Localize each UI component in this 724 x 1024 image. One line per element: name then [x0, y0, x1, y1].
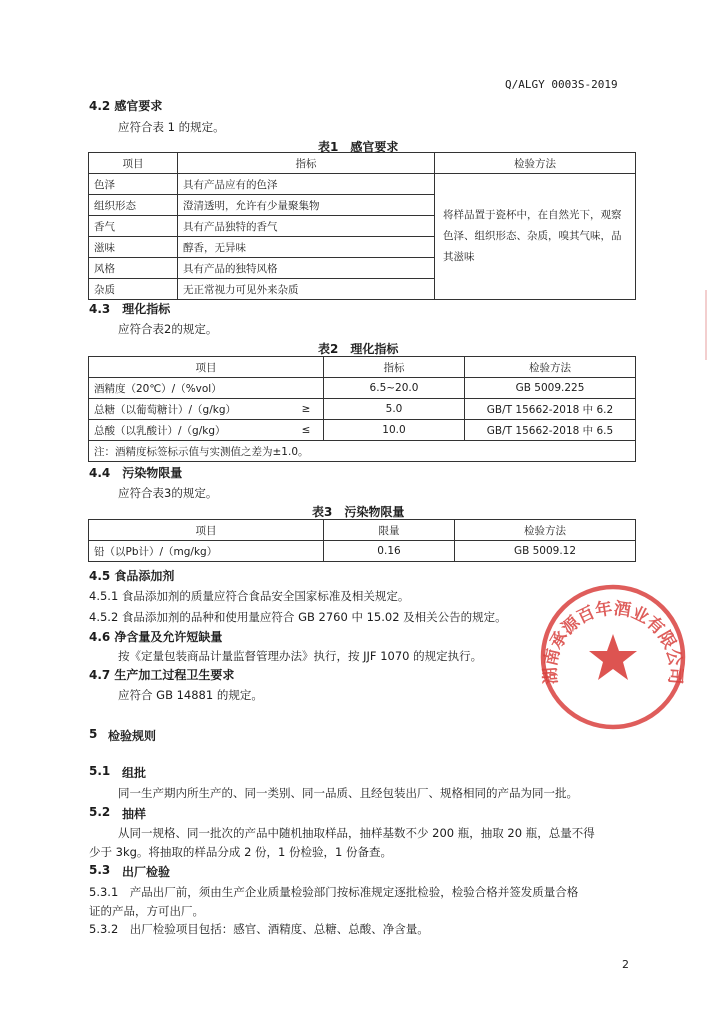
- table3-cell: 0.16: [324, 541, 455, 562]
- section-5-3-title: 出厂检验: [122, 865, 171, 879]
- table3-header-method: 检验方法: [455, 520, 636, 541]
- section-4-5-heading: 4.5 食品添加剂: [89, 569, 175, 583]
- table2-cell: ≥: [289, 399, 324, 420]
- table1: [88, 152, 636, 300]
- table2: [88, 356, 636, 462]
- table1-header-item: 项目: [89, 153, 178, 174]
- table2-header-method: 检验方法: [465, 357, 636, 378]
- section-4-6-text: 按《定量包装商品计量监督管理办法》执行，按 JJF 1070 的规定执行。: [118, 649, 483, 663]
- section-4-7-text: 应符合 GB 14881 的规定。: [118, 688, 263, 702]
- table2-cell: ≤: [289, 420, 324, 441]
- table2-cell: 6.5~20.0: [324, 378, 465, 399]
- company-seal-stamp: [538, 582, 688, 732]
- table2-cell: 总糖（以葡萄糖计）/（g/kg）: [89, 399, 290, 420]
- table1-cell: 风格: [89, 258, 178, 279]
- table2-note: 注：酒精度标签标示值与实测值之差为±1.0。: [89, 441, 636, 462]
- table2-cell: [289, 378, 324, 399]
- table2-cell: GB 5009.225: [465, 378, 636, 399]
- section-5-2-line1: 从同一规格、同一批次的产品中随机抽取样品，抽样基数不少 200 瓶，抽取 20 瓶，总量不得: [118, 826, 595, 840]
- table1-cell: 澄清透明，允许有少量聚集物: [178, 195, 435, 216]
- page-number: 2: [622, 958, 629, 971]
- table2-header-item: 项目: [89, 357, 324, 378]
- seal-text: 湖南承源百年酒业有限公司: [540, 598, 686, 685]
- table2-cell: 10.0: [324, 420, 465, 441]
- table1-cell: 具有产品应有的色泽: [178, 174, 435, 195]
- seal-star-icon: [589, 634, 637, 680]
- table3-cell: GB 5009.12: [455, 541, 636, 562]
- table2-header-indicator: 指标: [324, 357, 465, 378]
- section-5-1-title: 组批: [122, 766, 147, 780]
- table1-cell: 色泽: [89, 174, 178, 195]
- section-5-2-number: 5.2: [89, 805, 111, 819]
- section-5-1-number: 5.1: [89, 764, 111, 778]
- table2-cell: GB/T 15662-2018 中 6.2: [465, 399, 636, 420]
- table1-cell: 醇香，无异味: [178, 237, 435, 258]
- section-5-title: 检验规则: [108, 729, 157, 743]
- section-4-2-heading: 4.2 感官要求: [89, 99, 163, 113]
- section-4-5-1: 4.5.1 食品添加剂的质量应符合食品安全国家标准及相关规定。: [89, 589, 410, 603]
- section-5-3-2: 5.3.2 出厂检验项目包括：感官、酒精度、总糖、总酸、净含量。: [89, 922, 429, 936]
- section-5-2-line2: 少于 3kg。将抽取的样品分成 2 份，1 份检验，1 份备查。: [89, 845, 393, 859]
- table3-header-item: 项目: [89, 520, 324, 541]
- table3-header-limit: 限量: [324, 520, 455, 541]
- table2-cell: 总酸（以乳酸计）/（g/kg）: [89, 420, 290, 441]
- scan-edge-mark: [705, 290, 719, 360]
- section-4-7-heading: 4.7 生产加工过程卫生要求: [89, 668, 235, 682]
- table1-cell: 组织形态: [89, 195, 178, 216]
- section-4-6-heading: 4.6 净含量及允许短缺量: [89, 630, 223, 644]
- section-5-2-title: 抽样: [122, 807, 147, 821]
- section-4-5-2: 4.5.2 食品添加剂的品种和使用量应符合 GB 2760 中 15.02 及相关公告的规定。: [89, 610, 507, 624]
- section-4-2-text: 应符合表 1 的规定。: [118, 120, 225, 134]
- section-5-3-1-line1: 5.3.1 产品出厂前，须由生产企业质量检验部门按标准规定逐批检验，检验合格并签发质量合格: [89, 885, 579, 899]
- table2-cell: GB/T 15662-2018 中 6.5: [465, 420, 636, 441]
- table1-caption: 表1 感官要求: [318, 140, 399, 154]
- table1-cell: 香气: [89, 216, 178, 237]
- table2-caption: 表2 理化指标: [318, 342, 399, 356]
- doc-code: Q/ALGY 0003S-2019: [505, 78, 618, 91]
- section-4-4-heading: 4.4 污染物限量: [89, 466, 183, 480]
- section-4-3-heading: 4.3 理化指标: [89, 302, 171, 316]
- section-4-3-text: 应符合表2的规定。: [118, 322, 218, 336]
- table1-cell: 具有产品独特的香气: [178, 216, 435, 237]
- table1-cell: 滋味: [89, 237, 178, 258]
- table2-cell: 酒精度（20℃）/（%vol）: [89, 378, 290, 399]
- table1-header-method: 检验方法: [435, 153, 636, 174]
- table3-cell: 铅（以Pb计）/（mg/kg）: [89, 541, 324, 562]
- table1-cell: 无正常视力可见外来杂质: [178, 279, 435, 300]
- table1-cell: 具有产品的独特风格: [178, 258, 435, 279]
- section-5-1-text: 同一生产期内所生产的、同一类别、同一品质、且经包装出厂、规格相同的产品为同一批。: [118, 786, 578, 800]
- table1-cell: 杂质: [89, 279, 178, 300]
- table1-header-indicator: 指标: [178, 153, 435, 174]
- table1-method-cell: 将样品置于瓷杯中，在自然光下，观察色泽、组织形态、杂质，嗅其气味，品其滋味: [435, 174, 636, 300]
- table3: [88, 519, 636, 562]
- table3-caption: 表3 污染物限量: [312, 505, 405, 519]
- section-5-3-1-line2: 证的产品，方可出厂。: [89, 904, 204, 918]
- section-5-number: 5: [89, 727, 98, 741]
- section-5-3-number: 5.3: [89, 863, 111, 877]
- table2-cell: 5.0: [324, 399, 465, 420]
- section-4-4-text: 应符合表3的规定。: [118, 486, 218, 500]
